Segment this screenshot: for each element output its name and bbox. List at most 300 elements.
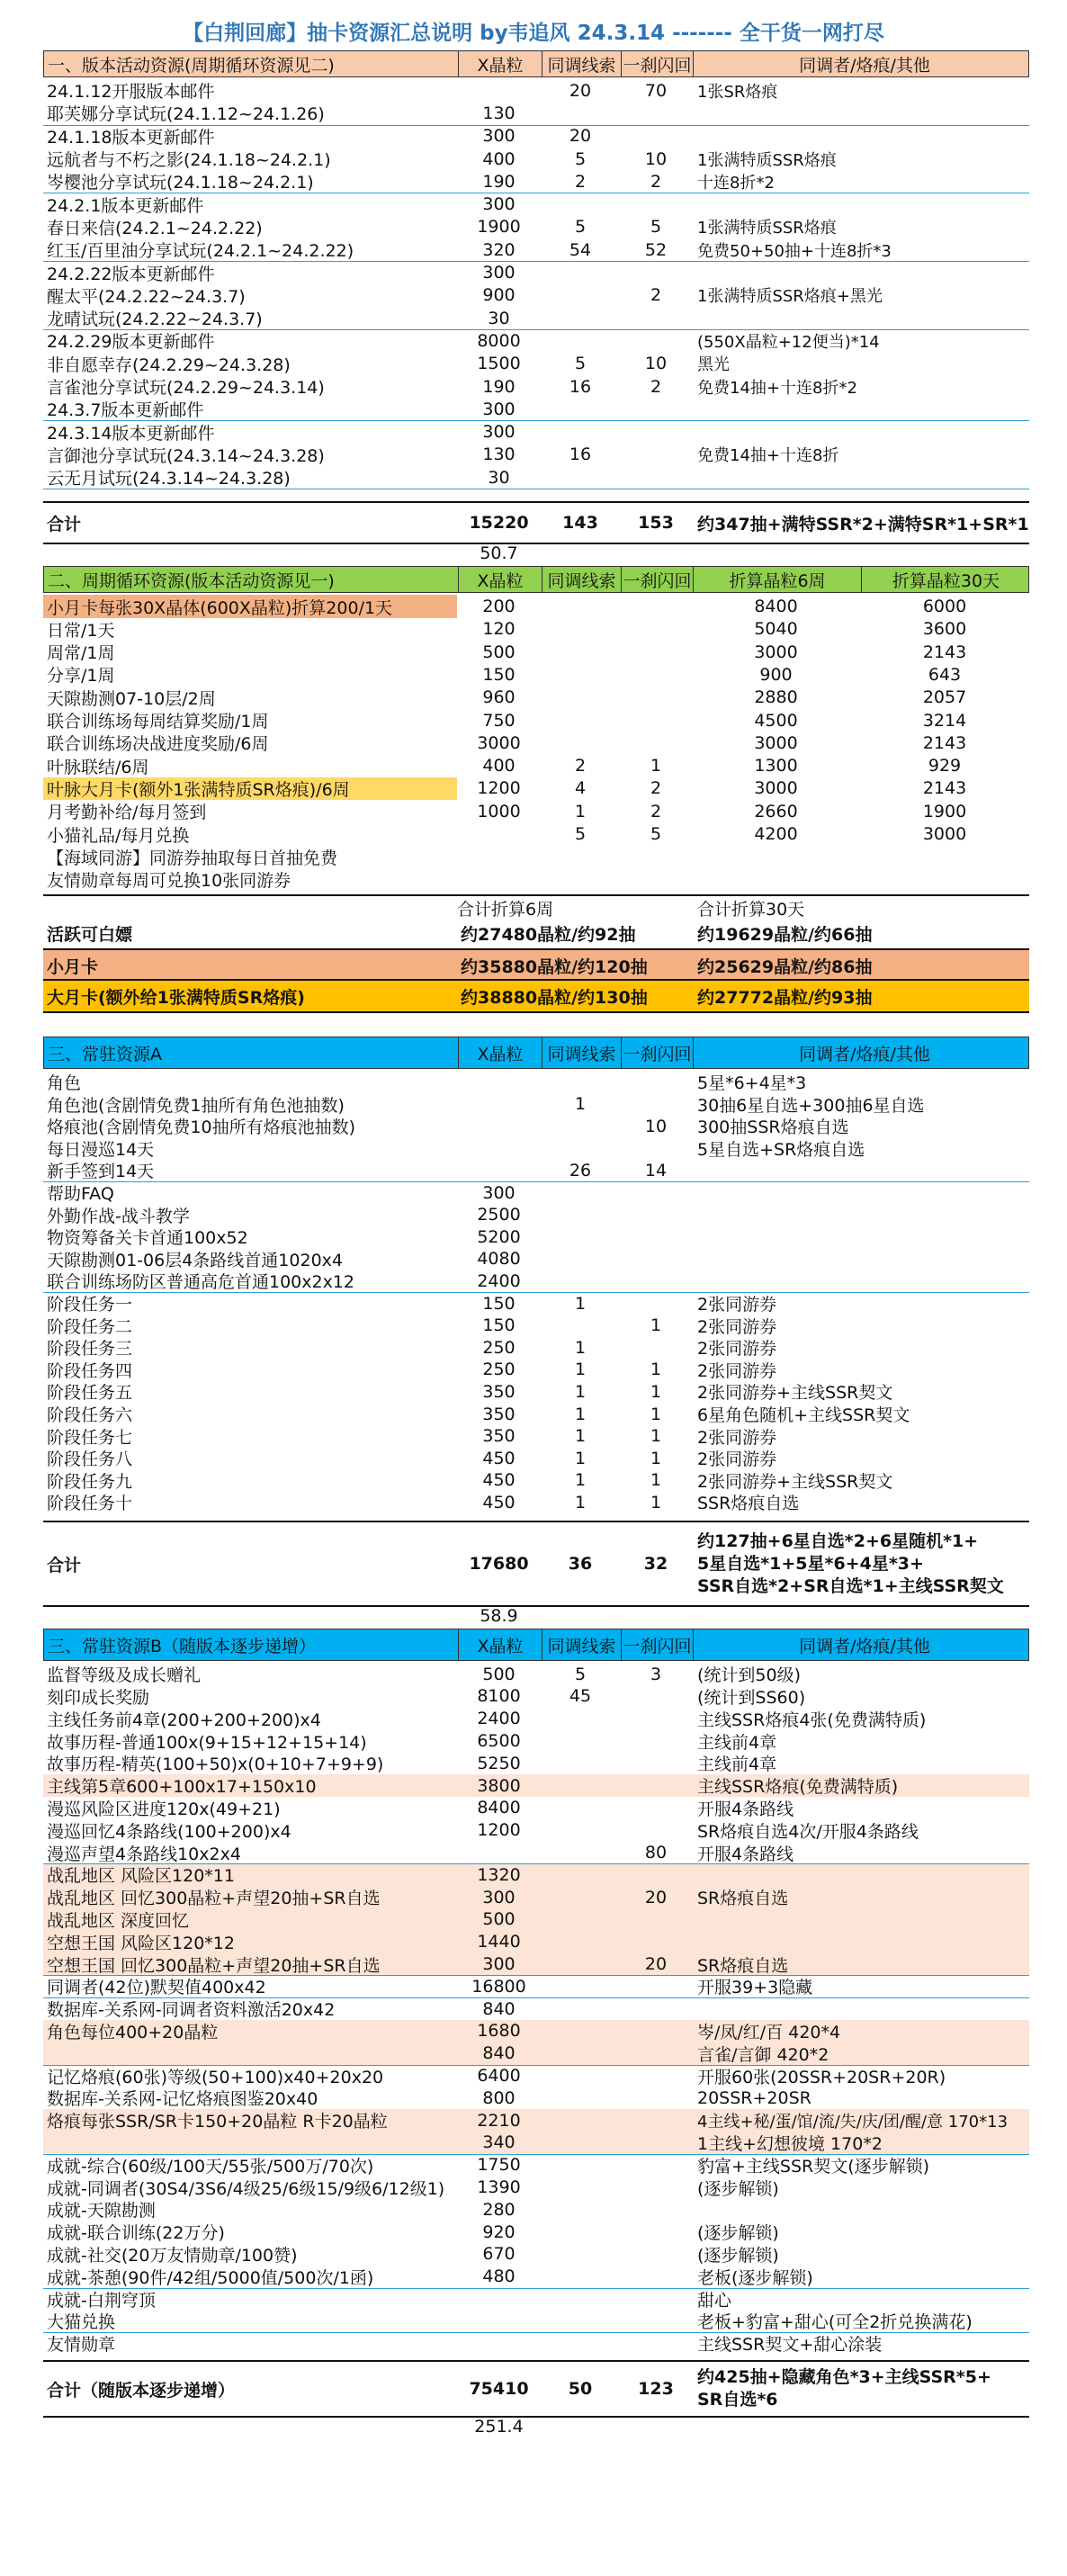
cell: 3214	[922, 710, 967, 731]
cell: 5	[574, 354, 587, 374]
cell	[541, 1931, 620, 1953]
total-cell: 50	[568, 2379, 593, 2400]
cell: 2400	[477, 1270, 521, 1291]
cell: 300	[482, 1954, 516, 1975]
table-row	[43, 800, 1029, 822]
header-cell: 一刹闪回	[621, 1629, 693, 1660]
cell: 400	[482, 756, 516, 776]
header-cell: 一刹闪回	[621, 567, 693, 592]
cell: 52	[644, 239, 668, 260]
cell: 1500	[477, 354, 521, 374]
cell: 300	[482, 1887, 516, 1907]
cell: 120	[482, 619, 516, 640]
cell: 2880	[754, 687, 798, 708]
cell: 1200	[477, 1820, 521, 1841]
cell: 1	[650, 1426, 662, 1447]
table-row	[43, 2266, 1029, 2289]
cell: 6400	[477, 2066, 521, 2087]
cell: 20	[644, 1887, 668, 1907]
note-cell: 50.7	[480, 543, 518, 564]
cell	[541, 641, 620, 663]
header-cell: 三、常驻资源B（随版本逐步递增）	[48, 1636, 317, 1656]
cell	[620, 1248, 692, 1270]
cell: 漫巡回忆4条路线(100+200)x4	[47, 1821, 291, 1842]
section-3-total	[43, 1521, 1029, 1607]
cell: 350	[482, 1404, 516, 1424]
cell: 成就-茶憩(90件/42组/5000值/500次/1函)	[47, 2267, 374, 2288]
cell	[541, 261, 620, 283]
cell	[541, 284, 620, 307]
cell: 400	[482, 148, 516, 169]
cell	[620, 1093, 692, 1116]
section-4-total	[43, 2360, 1029, 2418]
cell: 1	[650, 1315, 662, 1336]
table-row	[43, 353, 1029, 375]
cell	[620, 261, 692, 283]
total-cell: 合计	[47, 1555, 82, 1575]
cell: 24.2.29版本更新邮件	[47, 332, 215, 353]
cell: 800	[482, 2087, 516, 2108]
header-cell: 同调线索	[542, 1037, 621, 1068]
cell: 阶段任务三	[47, 1339, 133, 1360]
cell	[620, 1337, 692, 1360]
cell	[541, 1908, 620, 1931]
cell: 数据库-关系网-同调者资料激活20x42	[47, 2000, 336, 2021]
table-row	[43, 1492, 1029, 1514]
cell: 920	[482, 2221, 516, 2242]
cell: 1	[574, 1094, 587, 1115]
cell: 主线第5章600+100x17+150x10	[47, 1777, 317, 1798]
cell: (逐步解锁)	[697, 2246, 779, 2266]
cell: 1	[574, 1426, 587, 1447]
total-row	[43, 918, 1029, 948]
table-row	[43, 1976, 1029, 1999]
cell: 1750	[477, 2155, 521, 2176]
cell	[457, 1093, 541, 1116]
cell: 故事历程-精英(100+50)x(0+10+7+9+9)	[47, 1755, 384, 1775]
cell: 月考勤补给/每月签到	[47, 803, 207, 823]
cell	[541, 1886, 620, 1908]
cell	[620, 2132, 692, 2154]
cell: 老板+豹富+甜心(可全2折兑换满花)	[697, 2312, 973, 2333]
cell: 联合训练场防区普通高危首通100x2x12	[47, 1272, 355, 1293]
cell	[620, 663, 692, 686]
cell	[620, 2177, 692, 2199]
total-line: 5星自选*1+5星*6+4星*3+	[697, 1553, 924, 1574]
cell: 4080	[477, 1249, 521, 1270]
cell: 1	[574, 1360, 587, 1380]
table-row	[43, 1663, 1029, 1685]
cell: 130	[482, 103, 516, 123]
cell: 战乱地区 风险区120*11	[47, 1866, 235, 1887]
cell: 1200	[477, 778, 521, 799]
cell: 1	[574, 1448, 587, 1468]
cell: 1张满特质SSR烙痕+黑光	[697, 287, 883, 307]
cell: 言雀池分享试玩(24.2.29~24.3.14)	[47, 378, 325, 399]
cell	[457, 1842, 541, 1864]
table-row	[43, 2177, 1029, 2199]
cell: 老板(逐步解锁)	[697, 2267, 813, 2288]
total-cell	[692, 2362, 1029, 2416]
cell: 300	[482, 263, 516, 283]
cell	[620, 618, 692, 641]
cell: 24.3.14版本更新邮件	[47, 423, 215, 444]
cell: 2张同游券	[697, 1339, 777, 1360]
total-cell: 合计	[47, 514, 82, 534]
cell: 2张同游券	[697, 1316, 777, 1337]
cell: 小猫礼品/每月兑换	[47, 825, 190, 846]
cell: 480	[482, 2266, 516, 2287]
cell: 450	[482, 1448, 516, 1468]
cell	[620, 2042, 692, 2065]
table-row	[43, 595, 1029, 617]
note-row	[43, 868, 1029, 891]
cell	[692, 466, 1029, 489]
cell: (统计到50级)	[697, 1665, 802, 1686]
cell: 30	[488, 308, 510, 328]
cell: 2057	[922, 687, 967, 708]
cell	[692, 102, 1029, 124]
cell: 角色池(含剧情免费1抽所有角色池抽数)	[47, 1095, 345, 1116]
cell	[620, 732, 692, 754]
cell: 同调者(42位)默契值400x42	[47, 1978, 266, 1998]
cell: 3600	[922, 619, 967, 640]
cell	[457, 2311, 541, 2333]
cell: 2	[650, 171, 662, 192]
table-row	[43, 1886, 1029, 1909]
cell	[620, 1181, 692, 1204]
cell: 成就-天隙勘测	[47, 2201, 156, 2221]
cell	[620, 2288, 692, 2311]
cell: 2500	[477, 1205, 521, 1225]
section-2-sum-head	[43, 894, 1029, 920]
cell: 14	[644, 1160, 668, 1180]
total-cell: 大月卡(额外给1张满特质SR烙痕)	[47, 987, 305, 1008]
cell	[541, 421, 620, 444]
cell	[541, 1976, 620, 1998]
cell	[541, 687, 620, 709]
table-row	[43, 1708, 1029, 1730]
table-row	[43, 2065, 1029, 2087]
cell: 300	[482, 194, 516, 215]
cell: 岑/凤/红/百 420*4	[697, 2023, 841, 2042]
cell: 2张同游券	[697, 1427, 777, 1448]
cell	[541, 1774, 620, 1797]
header-cell: 折算晶粒6周	[693, 567, 861, 592]
cell	[43, 2042, 457, 2065]
cell: 免费14抽+十连8折	[697, 446, 839, 466]
cell: 每日漫巡14天	[47, 1139, 155, 1160]
cell: 言雀/言御 420*2	[697, 2044, 829, 2065]
cell: 非自愿幸存(24.2.29~24.3.28)	[47, 355, 291, 375]
cell: 成就-联合训练(22万分)	[47, 2223, 225, 2244]
table-row	[43, 822, 1029, 845]
cell: 成就-同调者(30S4/3S6/4级25/6级15/9级6/12级1)	[47, 2178, 445, 2199]
cell: 红玉/百里油分享试玩(24.2.1~24.2.22)	[47, 241, 354, 262]
cell: 1	[650, 1381, 662, 1402]
cell	[541, 2177, 620, 2199]
cell: 3000	[477, 732, 521, 753]
cell: 6500	[477, 1731, 521, 1752]
cell: 20	[569, 126, 592, 147]
cell: 阶段任务二	[47, 1316, 133, 1337]
header-cell: 同调线索	[542, 567, 621, 592]
table-row	[43, 1864, 1029, 1887]
cell: 250	[482, 1360, 516, 1380]
cell	[457, 2288, 541, 2311]
section-3-note	[43, 1605, 1029, 1627]
cell: 8400	[754, 597, 798, 617]
table-row	[43, 1953, 1029, 1977]
table-row	[43, 2042, 1029, 2066]
table-row	[43, 1819, 1029, 1842]
cell: 30抽6星自选+300抽6星自选	[697, 1095, 925, 1116]
cell	[541, 1953, 620, 1976]
cell	[620, 641, 692, 663]
cell	[541, 1116, 620, 1138]
cell: 2	[650, 285, 662, 306]
cell	[692, 1864, 1029, 1887]
table-row	[43, 1160, 1029, 1183]
table-row	[43, 1204, 1029, 1226]
table-row	[43, 2332, 1029, 2355]
table-row	[43, 1797, 1029, 1819]
header-cell: X晶粒	[458, 567, 542, 592]
cell: SR烙痕自选	[697, 1889, 789, 1909]
cell: 监督等级及成长赠礼	[47, 1665, 202, 1686]
cell	[620, 329, 692, 352]
cell	[541, 466, 620, 489]
cell: 2张同游券	[697, 1450, 777, 1470]
cell: 1900	[477, 217, 521, 238]
cell: 2	[574, 171, 587, 192]
cell: 2	[650, 376, 662, 397]
cell: 929	[928, 756, 962, 776]
cell: 2张同游券+主线SSR契文	[697, 1471, 893, 1492]
cell: 2143	[922, 732, 967, 753]
cell: 1张满特质SSR烙痕	[697, 150, 837, 170]
table-row	[43, 238, 1029, 262]
total-cell: 活跃可白嫖	[47, 924, 133, 945]
cell: 30	[488, 467, 510, 488]
cell: 80	[644, 1843, 668, 1863]
cell	[541, 732, 620, 754]
cell: 开服39+3隐藏	[697, 1978, 813, 1998]
cell	[692, 1160, 1029, 1182]
cell: 烙痕池(含剧情免费10抽所有烙痕池抽数)	[47, 1117, 356, 1138]
cell: 2张同游券+主线SSR契文	[697, 1383, 893, 1404]
cell: 2张同游券	[697, 1295, 777, 1315]
cell: 3000	[754, 732, 798, 753]
cell: 阶段任务九	[47, 1471, 133, 1492]
cell: 阶段任务一	[47, 1295, 133, 1315]
cell: 岑樱池分享试玩(24.1.18~24.2.1)	[47, 173, 314, 193]
table-row	[43, 79, 1029, 102]
cell	[620, 1270, 692, 1293]
cell: 2	[574, 756, 587, 776]
cell	[620, 2311, 692, 2333]
cell: 3000	[922, 824, 967, 845]
table-row	[43, 148, 1029, 170]
cell: 10	[644, 148, 668, 169]
cell: 主线前4章	[697, 1732, 777, 1753]
cell: 帮助FAQ	[47, 1184, 114, 1205]
table-row	[43, 1774, 1029, 1797]
table-row	[43, 421, 1029, 444]
page-title: 【白荆回廊】抽卡资源汇总说明 by韦追风 24.3.14 ------- 全干货一网打尽	[183, 22, 884, 45]
cell: 5	[650, 824, 662, 845]
cell: 960	[482, 687, 516, 708]
header-cell: 三、常驻资源A	[48, 1044, 162, 1064]
cell	[541, 2311, 620, 2333]
cell	[692, 398, 1029, 420]
cell	[692, 1204, 1029, 1226]
cell	[541, 2243, 620, 2266]
total-row	[43, 948, 1029, 981]
cell: 8400	[477, 1798, 521, 1818]
cell: 5040	[754, 619, 798, 640]
cell	[457, 1137, 541, 1160]
cell	[541, 1997, 620, 2020]
cell: 5	[574, 824, 587, 845]
cell: 16800	[471, 1976, 526, 1997]
cell	[541, 663, 620, 686]
cell	[541, 618, 620, 641]
table-row	[43, 2020, 1029, 2042]
cell: 1	[574, 1404, 587, 1424]
cell: 甜心	[697, 2290, 732, 2311]
cell	[692, 1997, 1029, 2020]
header-cell: 同调者/烙痕/其他	[693, 51, 1030, 76]
cell: 豹富+主线SSR契文(逐步解锁)	[697, 2156, 930, 2177]
cell: 记忆烙痕(60张)等级(50+100)x40+20x20	[47, 2067, 384, 2087]
cell: 750	[482, 710, 516, 731]
cell	[620, 466, 692, 489]
table-row	[43, 687, 1029, 709]
cell: 300	[482, 1182, 516, 1203]
cell: 免费14抽+十连8折*2	[697, 378, 857, 398]
cell	[620, 398, 692, 420]
header-cell: 同调者/烙痕/其他	[693, 1629, 1030, 1660]
cell: 1	[650, 1470, 662, 1491]
cell: 24.2.1版本更新邮件	[47, 195, 204, 216]
sum-head-cell: 合计折算6周	[457, 899, 554, 920]
table-row	[43, 216, 1029, 238]
table-row	[43, 2199, 1029, 2221]
cell	[541, 595, 620, 617]
cell	[620, 1137, 692, 1160]
cell: 5200	[477, 1226, 521, 1247]
section-1-total	[43, 501, 1029, 544]
cell: 角色	[47, 1073, 82, 1094]
cell: 3	[650, 1664, 662, 1684]
table-row	[43, 1181, 1029, 1204]
cell: 漫巡风险区进度120x(49+21)	[47, 1800, 281, 1819]
cell	[692, 1181, 1029, 1204]
cell: (逐步解锁)	[697, 2178, 779, 2199]
cell: 战乱地区 回忆300晶粒+声望20抽+SR自选	[47, 1889, 381, 1909]
header-cell: 一刹闪回	[621, 1037, 693, 1068]
cell: 漫巡声望4条路线10x2x4	[47, 1844, 241, 1864]
cell: 20SSR+20SR	[697, 2087, 811, 2108]
total-cell: 约27772晶粒/约93抽	[697, 987, 873, 1008]
cell: 1320	[477, 1864, 521, 1885]
cell	[620, 2243, 692, 2266]
table-row	[43, 732, 1029, 754]
cell	[620, 1864, 692, 1887]
cell: 1440	[477, 1932, 521, 1952]
total-cell: 15220	[469, 513, 529, 534]
cell: 角色每位400+20晶粒	[47, 2023, 219, 2042]
cell: 天隙勘测01-06层4条路线首通1020x4	[47, 1250, 343, 1270]
cell	[620, 2109, 692, 2132]
cell: 1000	[477, 801, 521, 821]
table-row	[43, 284, 1029, 307]
cell: 350	[482, 1426, 516, 1447]
cell: 4	[574, 778, 587, 799]
cell	[620, 595, 692, 617]
cell: 阶段任务五	[47, 1383, 133, 1404]
cell: 新手签到14天	[47, 1162, 155, 1182]
table-row	[43, 2243, 1029, 2266]
cell: 烙痕每张SSR/SR卡150+20晶粒 R卡20晶粒	[47, 2112, 388, 2132]
cell: 643	[928, 664, 962, 685]
cell: 340	[482, 2132, 516, 2153]
table-row	[43, 2221, 1029, 2243]
cell	[620, 1226, 692, 1249]
cell	[541, 2132, 620, 2154]
cell	[620, 1204, 692, 1226]
cell: 24.1.18版本更新邮件	[47, 127, 215, 148]
cell	[620, 2087, 692, 2110]
cell: 150	[482, 1315, 516, 1336]
cell: 190	[482, 171, 516, 192]
cell: (统计到SS60)	[697, 1688, 806, 1708]
table-row	[43, 1931, 1029, 1953]
total-line: SSR自选*2+SR自选*1+主线SSR契文	[697, 1575, 1004, 1596]
cell	[620, 2221, 692, 2243]
cell: 2143	[922, 778, 967, 799]
cell	[620, 1774, 692, 1797]
cell	[692, 1270, 1029, 1293]
cell	[541, 2087, 620, 2110]
cell	[620, 125, 692, 148]
cell	[620, 1976, 692, 1998]
cell: 2400	[477, 1709, 521, 1729]
cell	[620, 1685, 692, 1708]
cell: 黑光	[697, 355, 730, 375]
cell: 8100	[477, 1686, 521, 1707]
cell	[541, 2109, 620, 2132]
cell	[541, 2332, 620, 2355]
table-row	[43, 2311, 1029, 2334]
cell: 开服60张(20SSR+20SR+20R)	[697, 2067, 946, 2087]
table-row	[43, 1248, 1029, 1270]
cell: 小月卡每张30X晶体(600X晶粒)折算200/1天	[43, 595, 457, 617]
cell	[541, 1248, 620, 1270]
cell: 250	[482, 1337, 516, 1358]
cell	[692, 421, 1029, 444]
cell: 主线SSR契文+甜心涂装	[697, 2335, 883, 2356]
table-row	[43, 663, 1029, 686]
cell: 500	[482, 1664, 516, 1684]
table-row	[43, 2288, 1029, 2311]
sum-head-cell: 合计折算30天	[697, 899, 805, 920]
cell: 远航者与不朽之影(24.1.18~24.2.1)	[47, 150, 331, 171]
table-row	[43, 1137, 1029, 1160]
cell	[541, 329, 620, 352]
cell	[620, 307, 692, 329]
